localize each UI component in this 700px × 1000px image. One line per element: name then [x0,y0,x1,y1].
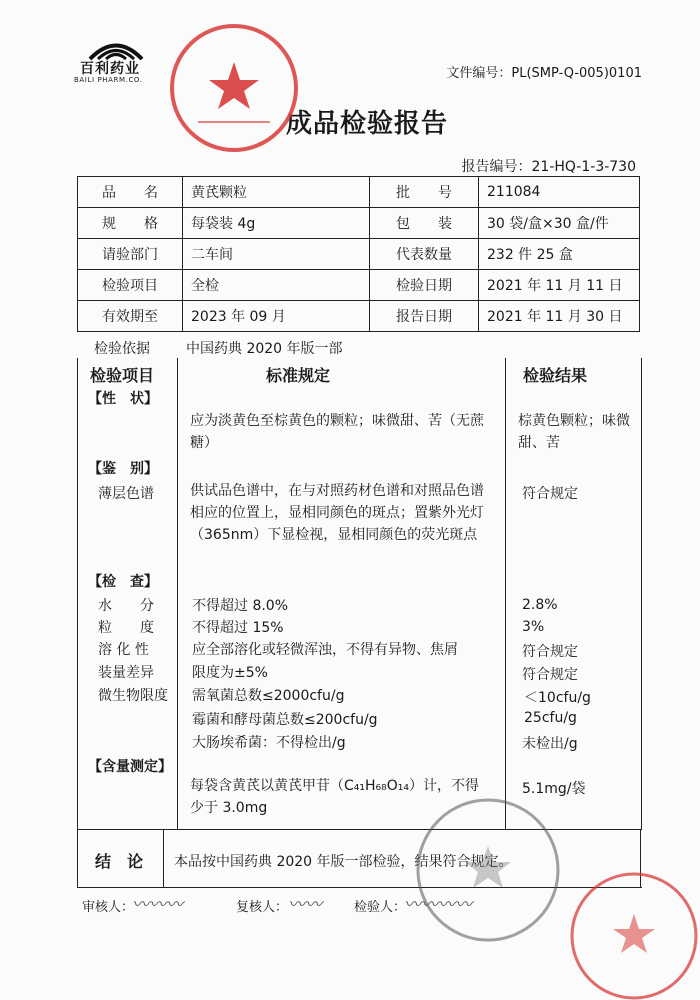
inspection-standard: 不得超过 8.0% [192,598,289,614]
inspection-result: 符合规定 [522,644,578,660]
reviewer-label: 审核人： [82,900,135,915]
character-result: 棕黄色颗粒；味微甜、苦 [518,413,630,451]
rechecker-label: 复核人： [236,900,289,915]
assay-result: 5.1mg/袋 [522,781,586,797]
divider [77,829,78,887]
conclusion-text: 本品按中国药典 2020 年版一部检验，结果符合规定。 [174,854,513,870]
package-value: 30 袋/盒×30 盒/件 [479,208,640,239]
reviewer-signature: 〰〰〰 [132,895,183,915]
identification-standard: 供试品色谱中，在与对照药材色谱和对照品色谱相应的位置上，显相同颜色的斑点；置紫外光灯（365nm）下显检视，显相同颜色的荧光斑点 [190,483,484,543]
divider [177,358,178,830]
character-standard: 应为淡黄色至棕黄色的颗粒；味微甜、苦（无蔗糖） [190,413,484,451]
test-item-label: 检验项目 [78,270,183,301]
divider [505,358,506,830]
spec-label: 规 格 [78,208,183,239]
logo-text-cn: 百利药业 [80,61,140,77]
test-item-value: 全检 [183,270,370,301]
inspection-item: 装量差异 [98,665,154,681]
inspection-standard: 应全部溶化或轻微浑浊，不得有异物、焦屑 [192,642,458,658]
product-name-value: 黄芪颗粒 [183,177,370,208]
report-number: 报告编号：21-HQ-1-3-730 [461,159,636,175]
logo-arch-icon [86,38,146,60]
assay-standard: 每袋含黄芪以黄芪甲苷（C₄₁H₆₈O₁₄）计，不得少于 3.0mg [190,778,479,816]
package-label: 包 装 [370,208,479,239]
inspection-item: 溶 化 性 [98,642,149,658]
file-number: 文件编号：PL(SMP-Q-005)0101 [446,66,642,81]
basis-label: 检验依据 [94,341,150,357]
inspection-standard: 限度为±5% [192,665,268,681]
table-row [78,239,640,270]
inspection-item: 粒 度 [98,620,154,636]
inspection-result: 25cfu/g [524,710,577,726]
inspection-standard: 霉菌和酵母菌总数≤200cfu/g [192,712,378,728]
quantity-label: 代表数量 [370,239,479,270]
page-title: 成品检验报告 [286,109,449,139]
header-info-table [77,176,640,332]
column-header-standard: 标准规定 [266,366,331,385]
inspection-result: 2.8% [522,597,558,613]
expiry-value: 2023 年 09 月 [183,301,370,332]
inspector-label: 检验人： [354,900,407,915]
identification-item: 薄层色谱 [98,486,154,502]
section-title-character: 【性 状】 [88,391,158,407]
expiry-label: 有效期至 [78,301,183,332]
section-title-assay: 【含量测定】 [88,759,172,775]
inspection-result: ＜10cfu/g [524,690,591,706]
inspection-result: 未检出/g [522,736,578,752]
inspection-standard: 需氧菌总数≤2000cfu/g [192,688,345,704]
table-row [78,270,640,301]
basis-value: 中国药典 2020 年版一部 [186,341,343,357]
test-date-value: 2021 年 11 月 11 日 [479,270,640,301]
table-row [78,177,640,208]
divider [163,829,164,887]
qa-department-stamp [168,22,300,154]
logo-text-en: BAILI PHARM.CO. [74,76,143,84]
product-name-label: 品 名 [78,177,183,208]
inspection-standard: 大肠埃希菌：不得检出/g [192,735,346,751]
report-date-label: 报告日期 [370,301,479,332]
inspection-standard: 不得超过 15% [192,620,284,636]
inspection-item: 水 分 [98,598,154,614]
quantity-value: 232 件 25 盒 [479,239,640,270]
section-title-inspection: 【检 查】 [88,574,158,590]
identification-result: 符合规定 [522,486,578,502]
spec-value: 每袋装 4g [183,208,370,239]
company-stamp [412,790,564,950]
inspection-item: 微生物限度 [98,688,168,704]
table-row [78,208,640,239]
inspector-signature: 〰〰〰〰 [404,895,472,915]
company-logo [72,38,162,82]
batch-label: 批 号 [370,177,479,208]
inspection-result: 符合规定 [522,667,578,683]
column-header-item: 检验项目 [90,366,155,385]
report-date-value: 2021 年 11 月 30 日 [479,301,640,332]
conclusion-label: 结 论 [95,852,144,871]
dept-value: 二车间 [183,239,370,270]
inspection-result: 3% [522,619,545,635]
test-date-label: 检验日期 [370,270,479,301]
table-row [78,301,640,332]
customer-qa-stamp [562,866,700,1000]
dept-label: 请验部门 [78,239,183,270]
column-header-result: 检验结果 [523,366,588,385]
rechecker-signature: 〰〰 [288,895,322,915]
batch-value: 211084 [479,177,640,208]
section-title-identification: 【鉴 别】 [88,461,158,477]
